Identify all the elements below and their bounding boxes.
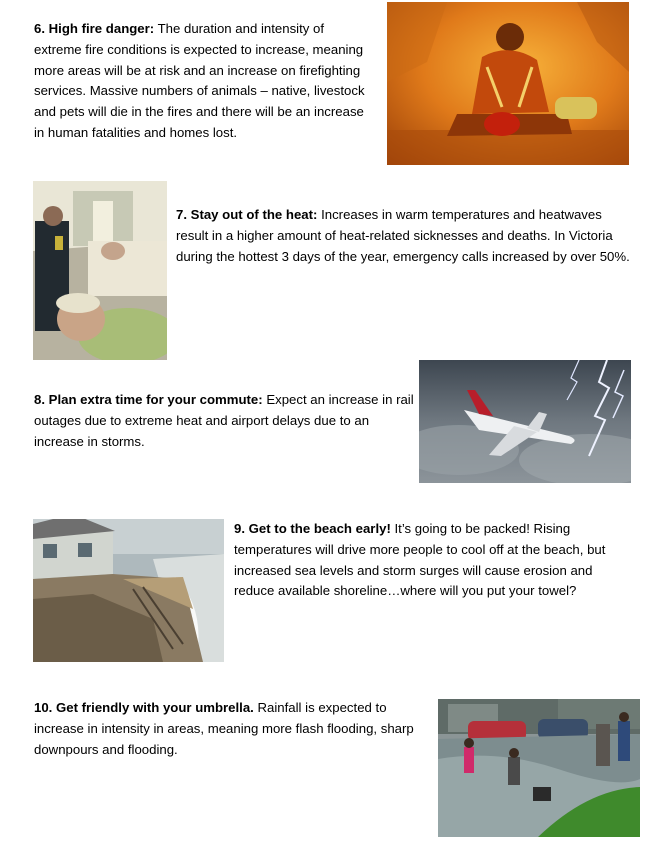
item-9-paragraph <box>234 519 634 602</box>
beach-erosion-photo <box>33 519 224 662</box>
item-8-body: Expect an increase in rail outages due to extreme heat and airport delays due to an increase in storms. <box>34 392 414 449</box>
item-8-paragraph <box>34 390 414 452</box>
hospital-patients-photo <box>33 181 167 360</box>
item-9-heading: 9. Get to the beach early! <box>234 521 391 536</box>
item-6-paragraph <box>34 19 374 144</box>
firefighter-photo <box>387 2 629 165</box>
item-8-heading: 8. Plan extra time for your commute: <box>34 392 263 407</box>
item-7-body: Increases in warm temperatures and heatwaves result in a higher amount of heat-related sicknesses and deaths. In Victoria during the hottest 3 days of the year, emergency calls increased by over 50%. <box>176 207 630 264</box>
item-7-paragraph <box>176 205 631 267</box>
item-10-heading: 10. Get friendly with your umbrella. <box>34 700 254 715</box>
item-10-body: Rainfall is expected to increase in intensity in areas, meaning more flash flooding, sharp downpours and flooding. <box>34 700 414 757</box>
item-6-body: The duration and intensity of extreme fire conditions is expected to increase, meaning more areas will be at risk and an increase on firefighting services. Massive numbers of animals – native, livestock and pets will die in the fires and there will be an increase in human fatalities and homes lost. <box>34 21 365 140</box>
plane-in-storm-photo <box>419 360 631 483</box>
item-10-paragraph <box>34 698 414 760</box>
item-6-heading: 6. High fire danger: <box>34 21 155 36</box>
item-9-body: It’s going to be packed! Rising temperatures will drive more people to cool off at the beach, but increased sea levels and storm surges will cause erosion and reduce available shoreline…where will you put your towel? <box>234 521 606 599</box>
item-7-heading: 7. Stay out of the heat: <box>176 207 318 222</box>
flooded-street-photo <box>438 699 640 837</box>
